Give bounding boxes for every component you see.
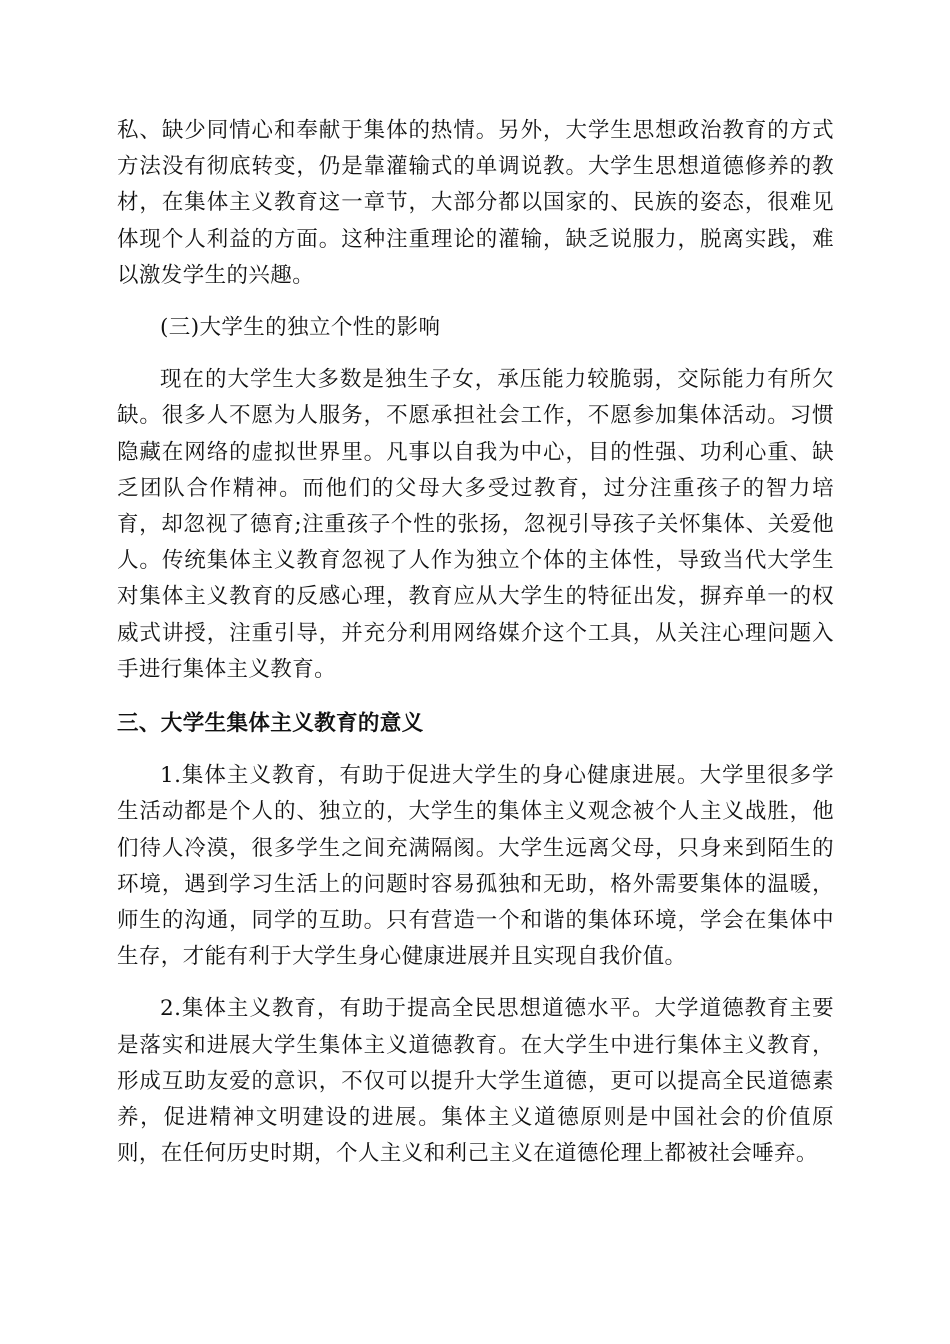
- paragraph-independence: 现在的大学生大多数是独生子女，承压能力较脆弱，交际能力有所欠缺。很多人不愿为人服务，不愿承担社会工作，不愿参加集体活动。习惯隐藏在网络的虚拟世界里。凡事以自我为中心，目的性强、功利心重、缺乏团队合作精神。而他们的父母大多受过教育，过分注重孩子的智力培育，却忽视了德育;注重孩子个性的张扬，忽视引导孩子关怀集体、关爱他人。传统集体主义教育忽视了人作为独立个体的主体性，导致当代大学生对集体主义教育的反感心理，教育应从大学生的特征出发，摒弃单一的权威式讲授，注重引导，并充分利用网络媒介这个工具，从关注心理问题入手进行集体主义教育。: [117, 367, 834, 682]
- document-page: [117, 113, 834, 1172]
- paragraph-continued: 私、缺少同情心和奉献于集体的热情。另外，大学生思想政治教育的方式方法没有彻底转变，仍是靠灌输式的单调说教。大学生思想道德修养的教材，在集体主义教育这一章节，大部分都以国家的、民族的姿态，很难见体现个人利益的方面。这种注重理论的灌输，缺乏说服力，脱离实践，难以激发学生的兴趣。: [117, 118, 834, 288]
- section-heading-significance: 三、大学生集体主义教育的意义: [117, 711, 424, 737]
- paragraph-point-2: 2.集体主义教育，有助于提高全民思想道德水平。大学道德教育主要是落实和进展大学生集体主义道德教育。在大学生中进行集体主义教育，形成互助友爱的意识，不仅可以提升大学生道德，更可以提高全民道德素养，促进精神文明建设的进展。集体主义道德原则是中国社会的价值原则，在任何历史时期，个人主义和利己主义在道德伦理上都被社会唾弃。: [117, 996, 834, 1167]
- subheading-independence: (三)大学生的独立个性的影响: [160, 315, 441, 341]
- paragraph-point-1: 1.集体主义教育，有助于促进大学生的身心健康进展。大学里很多学生活动都是个人的、独立的，大学生的集体主义观念被个人主义战胜，他们待人冷漠，很多学生之间充满隔阂。大学生远离父母，只身来到陌生的环境，遇到学习生活上的问题时容易孤独和无助，格外需要集体的温暖，师生的沟通，同学的互助。只有营造一个和谐的集体环境，学会在集体中生存，才能有利于大学生身心健康进展并且实现自我价值。: [117, 763, 834, 970]
